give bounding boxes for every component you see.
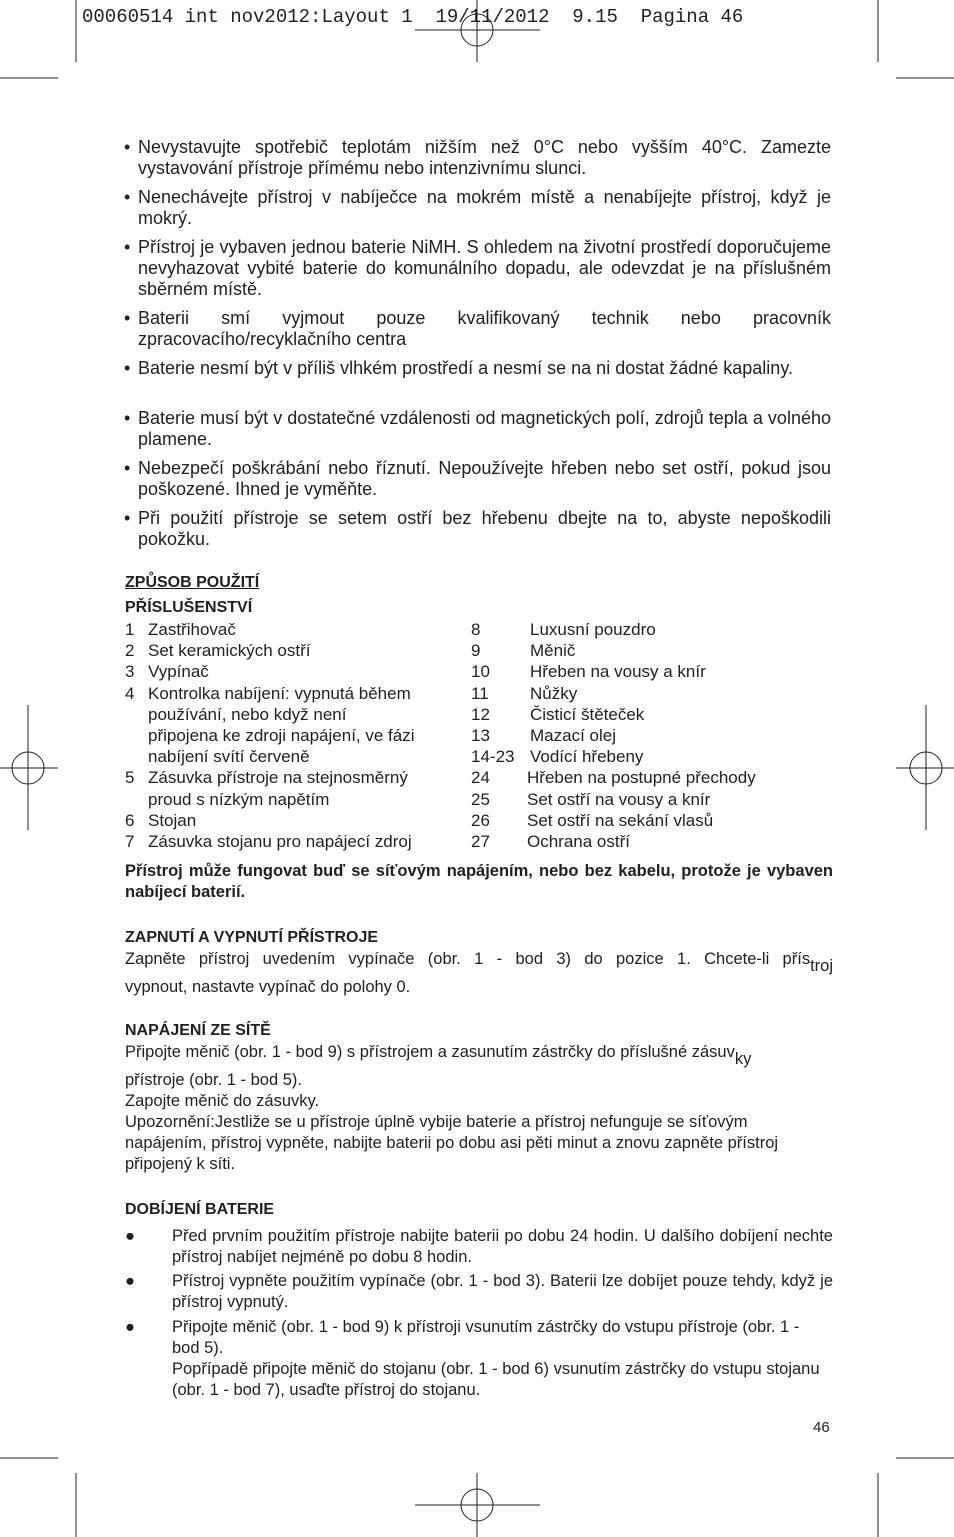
section-heading-charging: DOBÍJENÍ BATERIE — [125, 1201, 275, 1218]
accessory-item: nabíjení svítí červeně — [148, 747, 310, 767]
onoff-text: Zapněte přístroj uvedením vypínače (obr. 1 - bod 3) do pozice 1. Chcete-li přístroj vypnout, nastavte vypínač do polohy 0. — [125, 950, 833, 996]
section-heading-onoff: ZAPNUTÍ A VYPNUTÍ PŘÍSTROJE — [125, 929, 379, 946]
accessory-item: 10 Hřeben na vousy a knír — [471, 662, 706, 682]
safety-bullet: • Nebezpečí poškrábání nebo říznutí. Nepoužívejte hřeben nebo set ostří, pokud jsou poškozené. Ihned je vyměňte. — [124, 458, 831, 499]
safety-bullet: • Nenechávejte přístroj v nabíječce na mokrém místě a nenabíjejte přístroj, když je mokrý. — [124, 187, 831, 228]
cordless-note: Přístroj může fungovat buď se síťovým napájením, nebo bez kabelu, protože je vybaven nabíjecí baterií. — [125, 862, 833, 901]
charging-item: ● Připojte měnič (obr. 1 - bod 9) k přístroji vsunutím zástrčky do vstupu přístroje (obr. 1 - bod 5). Popřípadě připojte měnič do stojanu (obr. 1 - bod 6) vsunutím zástrčky do vstupu stojanu (obr. 1 - bod 7), usaďte přístroj do stojanu. — [125, 1318, 820, 1399]
accessory-item: 8 Luxusní pouzdro — [471, 620, 656, 639]
accessory-item: 7 Zásuvka stojanu pro napájecí zdroj — [125, 832, 412, 852]
safety-bullet: • Přístroj je vybaven jednou baterie NiMH. S ohledem na životní prostředí doporučujeme nevyhazovat vybité baterie do komunálního dopadu, ale odevzdat je na příslušném sběrném místě. — [124, 237, 831, 299]
accessory-item: 14-23 Vodící hřebeny — [471, 747, 644, 767]
safety-bullet: • Při použití přístroje se setem ostří bez hřebenu dbejte na to, abyste nepoškodili pokožku. — [124, 508, 831, 549]
section-heading-mains: NAPÁJENÍ ZE SÍTĚ — [125, 1022, 271, 1039]
accessory-item: proud s nízkým napětím — [148, 789, 330, 809]
print-slug: 00060514 int nov2012:Layout 1 19/11/2012 9.15 Pagina 46 — [82, 6, 744, 28]
accessory-item: 3 Vypínač — [125, 662, 209, 682]
accessory-item: 25 Set ostří na vousy a knír — [471, 789, 711, 809]
section-heading-method: ZPŮSOB POUŽITÍ — [125, 574, 260, 591]
accessories-list-left — [125, 619, 415, 852]
accessory-item: 27 Ochrana ostří — [471, 832, 630, 852]
accessory-item: 5 Zásuvka přístroje na stejnosměrný — [125, 768, 408, 788]
section-heading-accessories: PŘÍSLUŠENSTVÍ — [125, 599, 253, 616]
safety-bullet: • Baterii smí vyjmout pouze kvalifikovaný technik nebo pracovník zpracovacího/recyklačního centra — [124, 308, 831, 349]
accessory-item: 1 Zastřihovač — [125, 620, 236, 639]
safety-bullet: • Baterie musí být v dostatečné vzdálenosti od magnetických polí, zdrojů tepla a volného plamene. — [124, 408, 831, 449]
safety-bullet: • Nevystavujte spotřebič teplotám nižším než 0°C nebo vyšším 40°C. Zamezte vystavování přístroje přímému nebo intenzivnímu slunci. — [124, 137, 831, 178]
accessory-item: 24 Hřeben na postupné přechody — [471, 768, 756, 788]
accessory-item: 13 Mazací olej — [471, 726, 616, 746]
accessory-item: připojena ke zdroji napájení, ve fázi — [148, 726, 415, 746]
accessory-item: 26 Set ostří na sekání vlasů — [471, 810, 714, 830]
accessories-list-right — [471, 619, 756, 852]
accessory-item: používání, nebo když není — [148, 704, 347, 724]
accessory-item: 12 Čisticí štěteček — [471, 704, 645, 724]
accessory-item: 11 Nůžky — [471, 683, 578, 703]
accessory-item: 9 Měnič — [471, 641, 576, 661]
charging-item: ● Před prvním použitím přístroje nabijte baterii po dobu 24 hodin. U dalšího dobíjení nechte přístroj nabíjet nejméně po dobu 8 hodin. — [125, 1227, 833, 1266]
page-number: 46 — [813, 1419, 830, 1436]
accessory-item: 2 Set keramických ostří — [125, 641, 311, 661]
safety-bullet: • Baterie nesmí být v příliš vlhkém prostředí a nesmí se na ni dostat žádné kapaliny. — [124, 358, 793, 378]
charging-item: ● Přístroj vypněte použitím vypínače (obr. 1 - bod 3). Baterii lze dobíjet pouze tehdy, když je přístroj vypnutý. — [125, 1272, 833, 1311]
mains-text: Připojte měnič (obr. 1 - bod 9) s přístrojem a zasunutím zástrčky do příslušné zásuvky přístroje (obr. 1 - bod 5). Zapojte měnič do zásuvky. Upozornění:Jestliže se u přístroje úplně vybije baterie a přístroj nefunguje se síťovým napájením, přístroj vypněte, nabijte baterii po dobu asi pěti minut a znovu zapněte přístroj připojený k síti. — [125, 1043, 779, 1173]
accessory-item: 6 Stojan — [125, 810, 197, 830]
accessory-item: 4 Kontrolka nabíjení: vypnutá během — [125, 683, 411, 703]
